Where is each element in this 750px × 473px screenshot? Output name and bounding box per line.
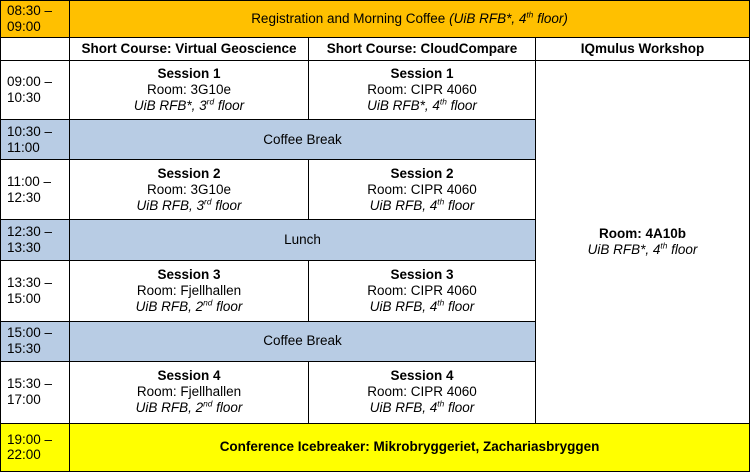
session-room: Room: CIPR 4060 <box>367 181 477 197</box>
course2-session-cell <box>309 361 536 423</box>
slot-time: 12:30 – 13:30 <box>1 220 70 260</box>
icebreaker-row <box>1 423 750 471</box>
course2-session-cell <box>309 61 536 120</box>
session-location: UiB RFB, 2nd floor <box>135 297 243 314</box>
session-location: UiB RFB*, 4th floor <box>367 96 477 114</box>
course1-session-cell <box>70 61 309 120</box>
icebreaker-time: 19:00 – 22:00 <box>1 423 70 471</box>
session-room: Room: CIPR 4060 <box>367 82 477 98</box>
session-room: Room: CIPR 4060 <box>367 282 477 298</box>
session-title: Session 1 <box>157 66 221 82</box>
course2-session-cell <box>309 260 536 321</box>
slot-time: 13:30 – 15:00 <box>1 260 70 321</box>
workshop-location: UiB RFB*, 4th floor <box>587 240 698 257</box>
session-room: Room: 3G10e <box>146 181 232 197</box>
session-location: UiB RFB, 3rd floor <box>136 196 242 213</box>
header-course2: Short Course: CloudCompare <box>309 38 536 61</box>
header-empty-cell <box>1 38 70 61</box>
slot-time: 09:00 – 10:30 <box>1 61 70 120</box>
session-title: Session 3 <box>390 266 454 282</box>
session-location: UiB RFB*, 3rd floor <box>133 96 245 114</box>
lunch-label: Lunch <box>70 220 536 260</box>
session-title: Session 4 <box>390 368 454 384</box>
session-location: UiB RFB, 4th floor <box>369 196 475 213</box>
session-room: Room: Fjellhallen <box>136 282 242 298</box>
slot-time: 15:00 – 15:30 <box>1 321 70 361</box>
session-room: Room: 3G10e <box>146 82 232 98</box>
session-title: Session 2 <box>390 166 454 181</box>
registration-title: Registration and Morning Coffee <box>251 11 446 27</box>
registration-row <box>1 1 750 38</box>
workshop-room-cell <box>536 61 750 424</box>
session-title: Session 1 <box>390 66 454 82</box>
time-start: 08:30 – <box>7 3 53 19</box>
workshop-room: Room: 4A10b <box>599 226 687 242</box>
registration-cell <box>70 1 750 38</box>
session-room: Room: CIPR 4060 <box>367 384 477 400</box>
session-title: Session 2 <box>157 166 221 181</box>
slot-time: 10:30 – 11:00 <box>1 120 70 160</box>
session-location: UiB RFB, 2nd floor <box>135 398 243 416</box>
break-label: Coffee Break <box>70 321 536 361</box>
session-room: Room: Fjellhallen <box>136 384 242 400</box>
slot-time: 11:00 – 12:30 <box>1 160 70 220</box>
session-title: Session 3 <box>157 266 221 282</box>
session-location: UiB RFB, 4th floor <box>369 297 475 314</box>
session-row <box>1 61 750 120</box>
course1-session-cell <box>70 260 309 321</box>
registration-location: (UiB RFB*, 4th floor) <box>449 9 568 27</box>
session-title: Session 4 <box>157 368 221 384</box>
header-row <box>1 38 750 61</box>
slot-time: 15:30 – 17:00 <box>1 361 70 423</box>
course1-session-cell <box>70 361 309 423</box>
icebreaker-title: Conference Icebreaker: Mikrobryggeriet, Zachariasbryggen <box>70 423 750 471</box>
break-label: Coffee Break <box>70 120 536 160</box>
session-location: UiB RFB, 4th floor <box>369 398 475 416</box>
header-workshop: IQmulus Workshop <box>536 38 750 61</box>
course2-session-cell <box>309 160 536 220</box>
time-end: 09:00 <box>7 19 41 35</box>
header-course1: Short Course: Virtual Geoscience <box>70 38 309 61</box>
course1-session-cell <box>70 160 309 220</box>
registration-time <box>1 1 70 38</box>
